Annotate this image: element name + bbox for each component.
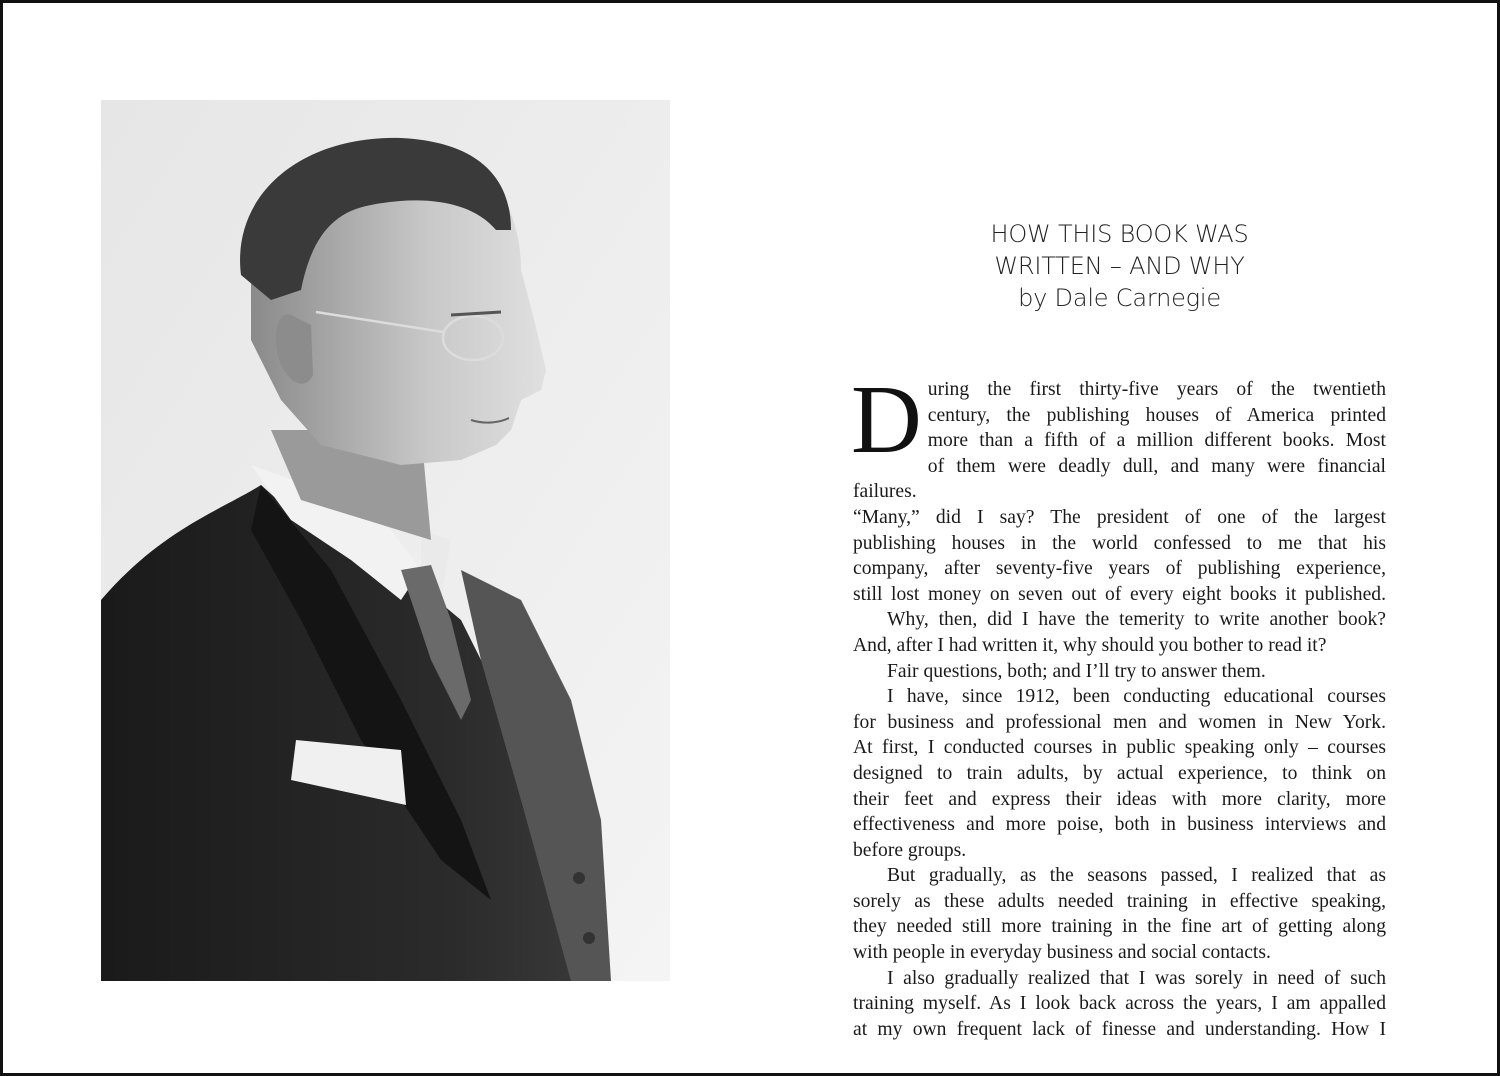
text-line: their feet and express their ideas with more clarity, more xyxy=(853,788,1386,810)
text-line: of them were deadly dull, and many were financial failures. xyxy=(853,455,1386,503)
text-line: still lost money on seven out of every eight books it published. xyxy=(853,583,1386,605)
text-line: And, after I had written it, why should you bother to read it? xyxy=(853,634,1327,656)
drop-cap: D xyxy=(851,366,922,474)
text-line: Fair questions, both; and I’ll try to answer them. xyxy=(887,660,1266,682)
text-line: with people in everyday business and social contacts. xyxy=(853,942,1271,964)
text-line: “Many,” did I say? The president of one of the largest xyxy=(853,506,1386,528)
text-line: effectiveness and more poise, both in business interviews and xyxy=(853,814,1386,836)
text-line: training myself. As I look back across the years, I am appalled xyxy=(853,993,1386,1015)
heading-line-1: HOW THIS BOOK WAS xyxy=(990,220,1249,248)
text-line: before groups. xyxy=(853,839,967,861)
text-line: I also gradually realized that I was sorely in need of such xyxy=(887,967,1386,989)
heading-line-2: WRITTEN – AND WHY xyxy=(994,252,1245,280)
text-line: I have, since 1912, been conducting educational courses xyxy=(887,686,1386,708)
body-text xyxy=(851,366,1386,1042)
text-line: company, after seventy-five years of publishing experience, xyxy=(853,558,1386,580)
chapter-heading xyxy=(853,218,1386,314)
text-line: At first, I conducted courses in public speaking only – courses xyxy=(853,737,1386,759)
text-line: they needed still more training in the fine art of getting along xyxy=(853,916,1386,938)
text-line: publishing houses in the world confessed to me that his xyxy=(853,532,1386,554)
text-line: uring the first thirty-five years of the twentieth xyxy=(927,379,1386,400)
portrait-photo-icon xyxy=(101,100,670,981)
text-line: designed to train adults, by actual experience, to think on xyxy=(853,762,1386,784)
heading-byline: by Dale Carnegie xyxy=(1018,284,1221,312)
text-line: sorely as these adults needed training in effective speaking, xyxy=(853,890,1386,912)
text-line: Why, then, did I have the temerity to write another book? xyxy=(887,609,1386,631)
text-line: for business and professional men and women in New York. xyxy=(853,711,1386,733)
text-line: at my own frequent lack of finesse and understanding. How I xyxy=(853,1018,1386,1040)
text-line: century, the publishing houses of America printed xyxy=(927,404,1386,426)
portrait-photo xyxy=(101,100,670,981)
text-line: more than a fifth of a million different books. Most xyxy=(927,430,1386,452)
text-line: But gradually, as the seasons passed, I realized that as xyxy=(887,865,1386,887)
